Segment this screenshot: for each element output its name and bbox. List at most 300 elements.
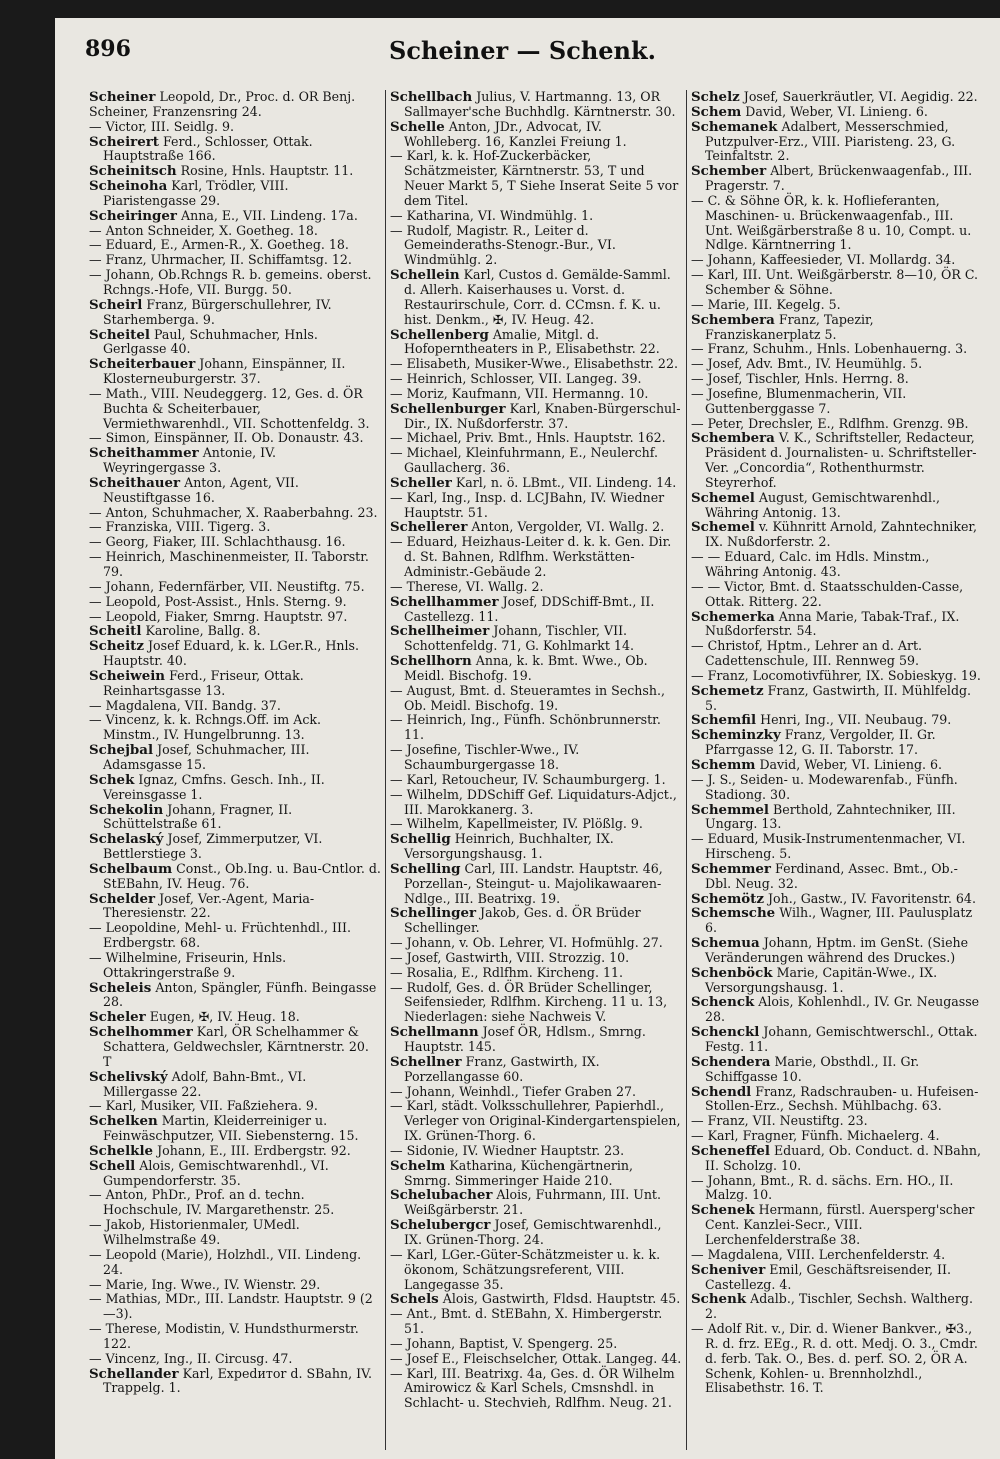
entry-details: — Johann, Baptist, V. Spengerg. 25.	[390, 1335, 618, 1351]
entry-surname: Schemm	[691, 756, 756, 773]
directory-entry	[691, 253, 983, 268]
directory-entry	[390, 1085, 682, 1100]
directory-entry	[691, 713, 983, 728]
directory-entry	[89, 610, 381, 625]
entry-details: — Karl, k. k. Hof-Zuckerbäcker, Schätzmeister, Kärntnerstr. 53, T und Neuer Markt 5, T Siehe Inserat Seite 5 vor dem Titel.	[390, 148, 679, 208]
entry-details: — Karl, städt. Volksschullehrer, Papierhdl., Verleger von Original-Kindergartenspielen, IX. Grünen-Thorg. 6.	[390, 1098, 681, 1144]
directory-entry	[691, 164, 983, 194]
directory-entry	[89, 298, 381, 328]
directory-entry	[390, 951, 682, 966]
directory-entry	[390, 446, 682, 476]
directory-entry	[89, 431, 381, 446]
directory-entry	[691, 268, 983, 298]
entry-surname: Schemerka	[691, 608, 775, 625]
entry-details: — Franz, Schuhm., Hnls. Lobenhauerng. 3.	[691, 341, 968, 357]
column-left	[85, 90, 385, 1450]
entry-surname: Scheirert	[89, 133, 159, 150]
entry-surname: Schelkle	[89, 1142, 154, 1159]
directory-entry	[691, 1174, 983, 1204]
directory-entry	[89, 224, 381, 239]
entry-details: — Josef, Adv. Bmt., IV. Heumühlg. 5.	[691, 356, 923, 372]
entry-details: — Rudolf, Magistr. R., Leiter d. Gemeinderaths-Stenogr.-Bur., VI. Windmühlg. 2.	[390, 222, 616, 268]
entry-details: Adalbert, Messerschmied, Putzpulver-Erz., VIII. Piaristeng. 23, G. Teinfaltstr. 2.	[705, 118, 956, 164]
directory-entry	[89, 669, 381, 699]
entry-details: — Jakob, Historienmaler, UMedl. Wilhelmstraße 49.	[89, 1217, 300, 1247]
directory-entry	[89, 1188, 381, 1218]
entry-details: — Katharina, VI. Windmühlg. 1.	[390, 207, 594, 223]
entry-details: Carl, III. Landstr. Hauptstr. 46, Porzellan-, Steingut- u. Majolikawaaren-Ndlge., III. Beatrixg. 19.	[404, 860, 663, 906]
directory-entry	[390, 832, 682, 862]
directory-entry	[691, 610, 983, 640]
entry-details: — J. S., Seiden- u. Modewarenfab., Fünfh. Stadiong. 30.	[691, 771, 958, 802]
entry-details: — Math., VIII. Neudeggerg. 12, Ges. d. ÖR Buchta & Scheiterbauer, Vermiethwarenhdl., VII. Schottenfeldg. 3.	[89, 385, 370, 431]
entry-details: — Karl, Retoucheur, IV. Schaumburgerg. 1.	[390, 771, 666, 787]
entry-details: — Eduard, Heizhaus-Leiter d. k. k. Gen. Dir. d. St. Bahnen, Rdlfhm. Werkstätten-Administr.-Gebäude 2.	[390, 534, 672, 579]
directory-entry	[390, 1025, 682, 1055]
entry-details: — Vincenz, Ing., II. Circusg. 47.	[89, 1350, 293, 1366]
entry-surname: Schemmer	[691, 860, 771, 877]
entry-details: — Karl, Ing., Insp. d. LCJBahn, IV. Wiedner Hauptstr. 51.	[390, 489, 665, 520]
entry-details: — Michael, Kleinfuhrmann, E., Neulerchf. Gaullacherg. 36.	[390, 445, 658, 476]
entry-details: Alois, Fuhrmann, III. Unt. Weißgärberstr. 21.	[404, 1187, 662, 1218]
entry-surname: Schels	[390, 1291, 439, 1308]
entry-details: — Leopold, Fiaker, Smrng. Hauptstr. 97.	[89, 608, 348, 624]
entry-details: Franz, Tapezir, Franziskanerplatz 5.	[705, 311, 874, 342]
entry-details: Ferd., Schlosser, Ottak. Hauptstraße 166.	[103, 133, 313, 164]
directory-entry	[89, 90, 381, 105]
entry-details: — Wilhelm, DDSchiff Gef. Liquidaturs-Adjct., III. Marokkanerg. 3.	[390, 786, 677, 817]
entry-details: — Franziska, VIII. Tigerg. 3.	[89, 519, 271, 535]
entry-surname: Scheinoha	[89, 178, 168, 195]
entry-details: Josef, Schuhmacher, III. Adamsgasse 15.	[103, 742, 310, 772]
entry-details: Franz, Bürgerschullehrer, IV. Starhemberga. 9.	[103, 296, 332, 327]
entry-details: Adolf, Bahn-Bmt., VI. Millergasse 22.	[103, 1068, 307, 1099]
entry-details: Anton, Agent, VII. Neustiftgasse 16.	[103, 474, 299, 505]
directory-entry	[390, 773, 682, 788]
entry-details: Karl, Custos d. Gemälde-Samml. d. Allerh. Kaiserhauses u. Vorst. d. Restaurirschule, Corr. d. CCmsn. f. K. u. hist. Denkm., ✠, IV. Heug. 42.	[404, 267, 671, 327]
entry-surname: Schemetz	[691, 682, 764, 699]
entry-surname: Schemua	[691, 935, 760, 952]
directory-entry	[390, 402, 682, 432]
directory-entry	[89, 1010, 381, 1025]
entry-details: Const., Ob.Ing. u. Bau-Cntlor. d. StEBahn, IV. Heug. 76.	[103, 860, 381, 891]
directory-entry	[89, 1352, 381, 1367]
entry-details: Karl, Knaben-Bürgerschul-Dir., IX. Nußdorferstr. 37.	[404, 400, 681, 431]
entry-details: — Josefine, Blumenmacherin, VII. Guttenberggasse 7.	[691, 385, 907, 416]
directory-entry	[691, 803, 983, 833]
entry-details: — Rudolf, Ges. d. ÖR Brüder Schellinger, Seifensieder, Rdlfhm. Kircheng. 11 u. 13, Niederlagen: siehe Nachweis V.	[390, 979, 668, 1025]
directory-entry	[89, 743, 381, 773]
entry-details: — Adolf Rit. v., Dir. d. Wiener Bankver., ✠3., R. d. frz. EEg., R. d. ott. Medj. O. 3., Cmdr. d. ferb. Tak. O., Bes. d. perf. SO. 2, ÖR A. Schenk, Kohlen- u. Brennholzhdl., Elisabethstr. 16. T.	[691, 1321, 978, 1396]
directory-entry	[691, 550, 983, 580]
directory-entry	[691, 417, 983, 432]
entry-details: Hermann, fürstl. Auersperg'scher Cent. Kanzlei-Secr., VIII. Lerchenfelderstraße 38.	[705, 1202, 975, 1247]
directory-entry	[89, 506, 381, 521]
entry-details: — Karl, LGer.-Güter-Schätzmeister u. k. k. ökonom, Schätzungsreferent, VIII. Langegasse 35.	[390, 1246, 661, 1292]
directory-entry	[691, 1263, 983, 1293]
entry-details: — Josef, Tischler, Hnls. Herrng. 8.	[691, 371, 909, 387]
directory-entry	[89, 803, 381, 833]
entry-details: — Anton Schneider, X. Goetheg. 18.	[89, 222, 318, 238]
entry-surname: Schember	[691, 163, 767, 180]
entry-surname: Schejbal	[89, 742, 154, 759]
directory-entry	[691, 1144, 983, 1174]
entry-details: David, Weber, VI. Linieng. 6.	[745, 103, 928, 119]
directory-entry	[89, 1367, 381, 1397]
directory-entry	[89, 253, 381, 268]
entry-surname: Schellmann	[390, 1024, 479, 1041]
entry-surname: Scheitl	[89, 623, 142, 640]
entry-details: Adalb., Tischler, Sechsh. Waltherg. 2.	[705, 1291, 973, 1322]
directory-entry	[691, 1129, 983, 1144]
directory-entry	[390, 520, 682, 535]
directory-entry	[89, 1292, 381, 1322]
entry-details: — Therese, Modistin, V. Hundsthurmerstr. 122.	[89, 1321, 359, 1351]
directory-entry	[390, 654, 682, 684]
directory-entry	[89, 639, 381, 669]
entry-details: — — Eduard, Calc. im Hdls. Minstm., Währing Antonig. 43.	[691, 549, 930, 579]
entry-surname: Schelder	[89, 890, 156, 907]
entry-surname: Schellerer	[390, 519, 468, 536]
directory-page	[55, 18, 1000, 1459]
directory-entry	[390, 120, 682, 150]
entry-details: — Karl, Musiker, VII. Faßziehera. 9.	[89, 1098, 318, 1114]
entry-details: Josef, Sauerkräutler, VI. Aegidig. 22.	[743, 90, 978, 104]
entry-details: Anton, Vergolder, VI. Wallg. 2.	[471, 519, 665, 535]
entry-details: Emil, Geschäftsreisender, II. Castellezg. 4.	[705, 1261, 951, 1292]
directory-entry	[390, 149, 682, 208]
directory-entry	[390, 713, 682, 743]
entry-details: — Magdalena, VIII. Lerchenfelderstr. 4.	[691, 1246, 946, 1262]
entry-details: Berthold, Zahntechniker, III. Ungarg. 13.	[705, 801, 956, 832]
entry-details: Alois, Kohlenhdl., IV. Gr. Neugasse 28.	[705, 994, 980, 1025]
entry-details: Anton, Spängler, Fünfh. Beingasse 28.	[103, 979, 377, 1010]
entry-details: Eduard, Ob. Conduct. d. NBahn, II. Scholzg. 10.	[705, 1142, 982, 1173]
directory-entry	[390, 1292, 682, 1307]
directory-entry	[691, 1292, 983, 1322]
directory-entry	[691, 105, 983, 120]
entry-details: — Josef E., Fleischselcher, Ottak. Langeg. 44.	[390, 1350, 682, 1366]
directory-entry	[89, 238, 381, 253]
directory-entry	[89, 1025, 381, 1070]
entry-details: Paul, Schuhmacher, Hnls. Gerlgasse 40.	[103, 326, 318, 357]
entry-details: Josef, DDSchiff-Bmt., II. Castellezg. 11.	[404, 593, 655, 624]
directory-entry	[691, 669, 983, 684]
entry-details: Julius, V. Hartmanng. 13, ÖR Sallmayer'sche Buchhdlg. Kärntnerstr. 30.	[404, 90, 676, 119]
entry-details: Katharina, Küchengärtnerin, Smrng. Simmeringer Haide 210.	[404, 1157, 633, 1188]
directory-entry	[89, 1159, 381, 1189]
entry-surname: Schemsche	[691, 905, 776, 922]
entry-details: Josef Eduard, k. k. LGer.R., Hnls. Hauptstr. 40.	[103, 638, 360, 669]
directory-entry	[390, 684, 682, 714]
entry-details: Heinrich, Buchhalter, IX. Versorgungshausg. 1.	[404, 831, 614, 862]
entry-surname: Scheiner	[89, 90, 156, 105]
directory-entry	[390, 743, 682, 773]
directory-entry	[89, 951, 381, 981]
entry-surname: Schellbach	[390, 90, 473, 105]
directory-entry	[691, 1322, 983, 1396]
running-head: Scheiner — Schenk.	[389, 36, 656, 65]
directory-entry	[89, 1218, 381, 1248]
entry-details: — Karl, III. Unt. Weißgärberstr. 8—10, ÖR C. Schember & Söhne.	[691, 267, 979, 297]
directory-entry	[390, 1307, 682, 1337]
entry-details: — Karl, Fragner, Fünfh. Michaelerg. 4.	[691, 1128, 940, 1144]
entry-details: — Franz, Uhrmacher, II. Schiffamtsg. 12.	[89, 252, 352, 268]
directory-entry	[89, 120, 381, 135]
entry-details: Franz, Gastwirth, II. Mühlfeldg. 5.	[705, 682, 972, 713]
entry-details: — Anton, PhDr., Prof. an d. techn. Hochschule, IV. Margarethenstr. 25.	[89, 1187, 335, 1218]
entry-details: Alois, Gemischtwarenhdl., VI. Gumpendorferstr. 35.	[103, 1157, 329, 1188]
entry-surname: Schendl	[691, 1083, 752, 1100]
entry-details: Franz, Gastwirth, IX. Porzellangasse 60.	[404, 1053, 600, 1084]
entry-surname: Schembera	[691, 311, 775, 328]
entry-surname: Scheminzky	[691, 727, 781, 744]
directory-entry	[89, 892, 381, 922]
entry-details: — Simon, Einspänner, II. Ob. Donaustr. 43.	[89, 430, 364, 446]
entry-surname: Schellner	[390, 1053, 462, 1070]
entry-surname: Scheithammer	[89, 445, 199, 462]
entry-surname: Schellinger	[390, 905, 477, 922]
entry-details: David, Weber, VI. Linieng. 6.	[759, 756, 943, 772]
directory-entry	[390, 1218, 682, 1248]
directory-entry	[390, 372, 682, 387]
directory-entry	[390, 357, 682, 372]
entry-surname: Schendera	[691, 1053, 771, 1070]
entry-surname: Schellheimer	[390, 623, 490, 640]
entry-details: — Wilhelmine, Friseurin, Hnls. Ottakringerstraße 9.	[89, 949, 287, 980]
directory-entry	[89, 1248, 381, 1278]
entry-details: Johann, Hptm. im GenSt. (Siehe Veränderungen während des Druckes.)	[705, 935, 969, 965]
directory-entry	[691, 520, 983, 550]
entry-surname: Schelivský	[89, 1068, 168, 1085]
directory-entry	[390, 268, 682, 327]
directory-entry	[89, 268, 381, 298]
entry-details: — Leopold (Marie), Holzhdl., VII. Lindeng. 24.	[89, 1246, 362, 1277]
entry-details: Ignaz, Cmfns. Gesch. Inh., II. Vereinsgasse 1.	[103, 771, 325, 802]
entry-details: — Elisabeth, Musiker-Wwe., Elisabethstr. 22.	[390, 356, 678, 372]
directory-entry	[390, 1144, 682, 1159]
entry-details: Scheiner, Franzensring 24.	[89, 103, 262, 119]
directory-entry	[390, 1337, 682, 1352]
entry-details: Ferd., Friseur, Ottak. Reinhartsgasse 13.	[103, 667, 304, 698]
entry-surname: Schenckl	[691, 1024, 760, 1041]
entry-details: Franz, Radschrauben- u. Hufeisen-Stollen-Erz., Sechsh. Mühlbachg. 63.	[705, 1083, 979, 1114]
entry-details: Johann, E., III. Erdbergstr. 92.	[157, 1142, 351, 1158]
directory-entry	[89, 921, 381, 951]
directory-entry	[691, 1248, 983, 1263]
directory-entry	[390, 1159, 682, 1189]
directory-entry	[691, 995, 983, 1025]
entry-surname: Schenek	[691, 1202, 755, 1219]
entry-surname: Schekolin	[89, 801, 164, 818]
entry-details: — Magdalena, VII. Bandg. 37.	[89, 697, 281, 713]
entry-details: — — Victor, Bmt. d. Staatsschulden-Casse, Ottak. Ritterg. 22.	[691, 578, 964, 609]
directory-entry	[691, 298, 983, 313]
directory-entry	[390, 224, 682, 269]
directory-entry	[390, 906, 682, 936]
entry-details: — Marie, III. Kegelg. 5.	[691, 296, 841, 312]
directory-entry	[89, 209, 381, 224]
directory-entry	[390, 1055, 682, 1085]
entry-surname: Scheniver	[691, 1261, 766, 1278]
entry-details: — Johann, v. Ob. Lehrer, VI. Hofmühlg. 27.	[390, 935, 663, 951]
entry-surname: Schemötz	[691, 890, 764, 907]
entry-surname: Schellenberg	[390, 326, 489, 343]
directory-entry	[691, 1085, 983, 1115]
directory-entry	[390, 862, 682, 907]
directory-entry	[390, 387, 682, 402]
directory-entry	[691, 758, 983, 773]
directory-entry	[390, 817, 682, 832]
entry-details: — Moriz, Kaufmann, VII. Hermanng. 10.	[390, 385, 649, 401]
entry-details: V. K., Schriftsteller, Redacteur, Präsident d. Journalisten- u. Schriftsteller-Ver. „Concordia“, Rothenthurmstr. Steyrerhof.	[705, 430, 977, 490]
entry-surname: Scheler	[89, 1009, 146, 1026]
directory-columns	[85, 90, 990, 1450]
directory-entry	[691, 194, 983, 253]
entry-details: Amalie, Mitgl. d. Hofoperntheaters in P., Elisabethstr. 22.	[404, 326, 660, 357]
entry-details: Josef, Gemischtwarenhdl., IX. Grünen-Thorg. 24.	[404, 1217, 662, 1247]
directory-entry	[390, 624, 682, 654]
entry-surname: Schemmel	[691, 801, 770, 818]
directory-entry	[390, 788, 682, 818]
entry-surname: Schelhommer	[89, 1024, 193, 1041]
entry-surname: Schemanek	[691, 118, 778, 135]
directory-entry	[89, 580, 381, 595]
directory-entry	[390, 491, 682, 521]
entry-details: Josef, Ver.-Agent, Maria-Theresienstr. 22.	[103, 890, 315, 921]
directory-entry	[691, 342, 983, 357]
entry-surname: Schemfil	[691, 712, 757, 729]
entry-surname: Schellhammer	[390, 593, 499, 610]
entry-surname: Schelz	[691, 90, 740, 105]
entry-surname: Schem	[691, 103, 742, 120]
directory-entry	[390, 966, 682, 981]
directory-entry	[390, 1188, 682, 1218]
directory-entry	[691, 491, 983, 521]
directory-entry	[89, 699, 381, 714]
entry-details: — August, Bmt. d. Steueramtes in Sechsh., Ob. Meidl. Bischofg. 19.	[390, 682, 665, 713]
entry-details: Anna Marie, Tabak-Traf., IX. Nußdorferstr. 54.	[705, 608, 960, 639]
entry-surname: Scheiwein	[89, 667, 166, 684]
entry-details: Anton, JDr., Advocat, IV. Wohlleberg. 16, Kanzlei Freiung 1.	[404, 118, 627, 149]
directory-entry	[89, 1278, 381, 1293]
directory-entry	[691, 1055, 983, 1085]
entry-surname: Scheneffel	[691, 1142, 770, 1159]
entry-details: Marie, Obsthdl., II. Gr. Schiffgasse 10.	[705, 1053, 920, 1084]
entry-surname: Schenböck	[691, 964, 773, 981]
entry-surname: Scheinitsch	[89, 163, 177, 180]
directory-entry	[390, 936, 682, 951]
page-header	[85, 36, 960, 76]
entry-details: Ferdinand, Assec. Bmt., Ob.-Dbl. Neug. 32.	[705, 860, 958, 891]
entry-surname: Schelling	[390, 860, 461, 877]
entry-details: Antonie, IV. Weyringergasse 3.	[103, 445, 277, 476]
directory-entry	[89, 862, 381, 892]
entry-details: — Michael, Priv. Bmt., Hnls. Hauptstr. 162.	[390, 430, 666, 446]
entry-details: — Mathias, MDr., III. Landstr. Hauptstr. 9 (2—3).	[89, 1291, 373, 1322]
entry-details: — Johann, Weinhdl., Tiefer Graben 27.	[390, 1083, 637, 1099]
directory-entry	[691, 892, 983, 907]
directory-entry	[89, 164, 381, 179]
entry-surname: Schelm	[390, 1157, 446, 1174]
entry-details: — Josefine, Tischler-Wwe., IV. Schaumburgergasse 18.	[390, 742, 580, 772]
directory-entry	[390, 328, 682, 358]
directory-entry	[89, 446, 381, 476]
entry-details: — Josef, Gastwirth, VIII. Strozzig. 10.	[390, 949, 630, 965]
entry-details: Wilh., Wagner, III. Paulusplatz 6.	[705, 905, 973, 936]
entry-details: — Franz, Locomotivführer, IX. Sobieskyg. 19.	[691, 667, 981, 683]
entry-details: — Eduard, Musik-Instrumentenmacher, VI. Hirscheng. 5.	[691, 831, 966, 862]
entry-surname: Scheitz	[89, 638, 144, 655]
directory-entry	[691, 1025, 983, 1055]
entry-details: — Heinrich, Ing., Fünfh. Schönbrunnerstr. 11.	[390, 712, 661, 743]
directory-entry	[390, 209, 682, 224]
directory-entry	[390, 90, 682, 120]
column-right	[686, 90, 987, 1450]
entry-details: — Franz, VII. Neustiftg. 23.	[691, 1113, 868, 1129]
directory-entry	[390, 580, 682, 595]
directory-entry	[89, 520, 381, 535]
entry-surname: Scheleis	[89, 979, 152, 996]
directory-entry	[691, 372, 983, 387]
entry-details: — C. & Söhne ÖR, k. k. Hoflieferanten, Maschinen- u. Brückenwaagenfab., III. Unt. Weißgärberstraße 8 u. 10, Compt. u. Ndlge. Kärntnerring 1.	[691, 192, 972, 253]
entry-surname: Schelubacher	[390, 1187, 493, 1204]
directory-entry	[89, 1322, 381, 1352]
entry-details: Karl, n. ö. LBmt., VII. Lindeng. 14.	[455, 474, 677, 490]
directory-entry	[691, 431, 983, 490]
directory-entry	[89, 476, 381, 506]
entry-surname: Scheiringer	[89, 207, 177, 224]
entry-details: Martin, Kleiderreiniger u. Feinwäschputzer, VII. Siebensterng. 15.	[103, 1113, 359, 1144]
entry-surname: Schelken	[89, 1113, 158, 1130]
entry-details: — Christof, Hptm., Lehrer an d. Art. Cadettenschule, III. Rennweg 59.	[691, 638, 923, 669]
entry-details: Eugen, ✠, IV. Heug. 18.	[149, 1009, 300, 1025]
directory-entry	[390, 595, 682, 625]
directory-entry	[89, 135, 381, 165]
entry-surname: Schellig	[390, 831, 451, 848]
directory-entry	[390, 1367, 682, 1412]
entry-details: August, Gemischtwarenhdl., Währing Antonig. 13.	[705, 489, 941, 520]
entry-details: Johann, Tischler, VII. Schottenfeldg. 71, G. Kohlmarkt 14.	[404, 623, 634, 654]
directory-entry	[691, 1114, 983, 1129]
entry-details: Johann, Fragner, II. Schüttelstraße 61.	[103, 801, 293, 832]
directory-entry	[691, 1203, 983, 1248]
directory-entry	[89, 105, 381, 120]
entry-details: — Rosalia, E., Rdlfhm. Kircheng. 11.	[390, 964, 623, 980]
directory-entry	[691, 832, 983, 862]
directory-entry	[89, 179, 381, 209]
directory-entry	[390, 1352, 682, 1367]
directory-entry	[390, 431, 682, 446]
directory-entry	[89, 535, 381, 550]
page-number: 896	[85, 36, 131, 62]
directory-entry	[390, 981, 682, 1026]
directory-entry	[89, 773, 381, 803]
entry-details: Alois, Gastwirth, Fldsd. Hauptstr. 45.	[442, 1291, 681, 1307]
entry-details: — Vincenz, k. k. Rchngs.Off. im Ack. Minstm., IV. Hungelbrunng. 13.	[89, 712, 322, 743]
entry-details: — Karl, III. Beatrixg. 4a, Ges. d. ÖR Wilhelm Amirowicz & Karl Schels, Cmsnshdl. in Schlacht- u. Stechvieh, Rdlfhm. Neug. 21.	[390, 1365, 675, 1411]
entry-surname: Scheirl	[89, 296, 143, 313]
entry-details: Karoline, Ballg. 8.	[145, 623, 261, 639]
directory-entry	[691, 966, 983, 996]
directory-entry	[691, 773, 983, 803]
directory-entry	[89, 713, 381, 743]
entry-details: — Johann, Bmt., R. d. sächs. Ern. HO., II. Malzg. 10.	[691, 1172, 954, 1203]
entry-details: Karl, Trödler, VIII. Piaristengasse 29.	[103, 178, 289, 208]
entry-surname: Scheitel	[89, 326, 150, 343]
entry-details: Marie, Capitän-Wwe., IX. Versorgungshausg. 1.	[705, 964, 938, 995]
entry-surname: Schellenburger	[390, 400, 506, 417]
